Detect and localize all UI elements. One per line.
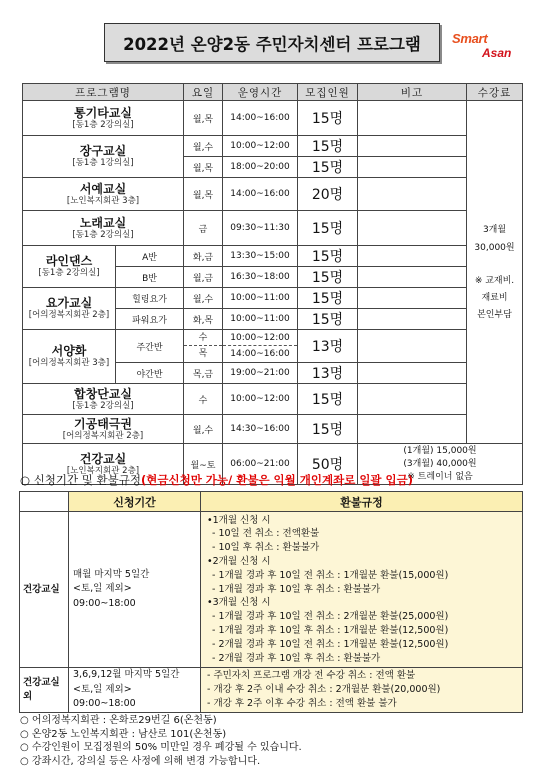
time-cell: 10:00~11:00 xyxy=(223,309,298,330)
table-row xyxy=(20,668,523,713)
program-name: 라인댄스 xyxy=(45,254,93,268)
header-days: 요일 xyxy=(184,84,223,101)
period-cell xyxy=(69,512,201,668)
footnote: ○ 수강인원이 모집정원의 50% 미만일 경우 폐강될 수 있습니다. xyxy=(20,742,302,753)
days-cell: 월,금 xyxy=(184,267,223,288)
capacity-cell: 15명 xyxy=(298,288,358,309)
program-location: [노인복지회관 2층] xyxy=(66,465,140,476)
program-table xyxy=(22,83,523,485)
program-name-cell xyxy=(23,178,184,211)
capacity-cell: 20명 xyxy=(298,178,358,211)
refund-table-header-row xyxy=(20,492,523,512)
capacity-cell: 15명 xyxy=(298,136,358,157)
class-cell: 야간반 xyxy=(116,363,184,384)
logo-word-smart: Smart xyxy=(452,31,488,46)
note-cell xyxy=(358,267,467,288)
refund-heading-text: 신청기간 및 환불규정 xyxy=(33,473,141,487)
capacity-cell: 50명 xyxy=(298,444,358,485)
header-note: 비고 xyxy=(358,84,467,101)
header-capacity: 모집인원 xyxy=(298,84,358,101)
table-row xyxy=(23,288,523,309)
program-name: 노래교실 xyxy=(79,215,127,230)
program-location: [어의정복지회관 3층] xyxy=(28,358,110,368)
days-slot: 목 xyxy=(198,349,208,359)
row-label: 외 xyxy=(23,690,33,702)
fee-spacer xyxy=(467,257,522,273)
program-name-cell xyxy=(23,288,116,330)
fee-amount: 30,000원 xyxy=(474,242,515,253)
time-cell: 14:30~16:00 xyxy=(223,415,298,444)
note-cell xyxy=(358,330,467,363)
note-cell xyxy=(358,384,467,415)
note-cell xyxy=(358,211,467,246)
rule-line: - 주민자치 프로그램 개강 전 수강 취소 : 전액 환불 xyxy=(207,670,416,682)
rule-line: - 2개월 경과 후 10일 후 취소 : 환불불가 xyxy=(212,652,381,664)
time-slot: 14:00~16:00 xyxy=(230,349,290,359)
rule-line: •1개월 신청 시 xyxy=(207,514,271,526)
header-program-name: 프로그램명 xyxy=(23,84,184,101)
program-name: 통기타교실 xyxy=(74,105,132,120)
note-cell xyxy=(358,157,467,178)
days-cell: 월,수 xyxy=(184,136,223,157)
rule-line: - 2개월 경과 후 10일 전 취소 : 1개월분 환불(12,500원) xyxy=(212,638,449,650)
program-name-cell xyxy=(23,384,184,415)
rule-line: - 개강 후 2주 이내 수강 취소 : 2개월분 환불(20,000원) xyxy=(207,683,441,695)
rules-cell xyxy=(201,512,523,668)
header-blank-cell xyxy=(20,492,69,512)
circle-bullet-icon: ○ xyxy=(20,473,31,487)
note-cell xyxy=(358,178,467,211)
program-name-cell xyxy=(23,211,184,246)
time-cell: 14:00~16:00 xyxy=(223,178,298,211)
row-label-cell xyxy=(20,512,69,668)
smart-asan-logo xyxy=(450,28,526,62)
row-label: 건강교실 xyxy=(23,676,60,688)
note-cell xyxy=(358,136,467,157)
program-location: [어의정복지회관 2층] xyxy=(62,430,144,441)
logo-word-asan: Asan xyxy=(482,46,512,60)
table-row xyxy=(23,415,523,444)
fee-note-line: 본인부담 xyxy=(477,309,512,320)
period-line: 3,6,9,12월 마지막 5일간 xyxy=(73,669,180,680)
days-cell: 월,수 xyxy=(184,288,223,309)
days-cell: 월,목 xyxy=(184,101,223,136)
note-cell xyxy=(358,415,467,444)
capacity-cell: 15명 xyxy=(298,157,358,178)
rule-line: •3개월 신청 시 xyxy=(207,597,271,609)
program-location: [동1층 1강의실] xyxy=(72,158,134,168)
time-cell: 16:30~18:00 xyxy=(223,267,298,288)
fee-note-line: 재료비 xyxy=(481,292,508,303)
rule-line: - 개강 후 2주 이후 수강 취소 : 전액 환불 불가 xyxy=(207,697,397,709)
footnote: ○ 어의정복지회관 : 온화로29번길 6(온천동) xyxy=(20,715,217,726)
time-cell: 06:00~21:00 xyxy=(223,444,298,485)
period-cell xyxy=(69,668,201,713)
program-name: 요가교실 xyxy=(45,296,93,310)
rule-line: - 1개월 경과 후 10일 전 취소 : 1개월분 환불(15,000원) xyxy=(212,569,449,581)
program-location: [동1층 2강의실] xyxy=(72,229,134,240)
days-slot: 수 xyxy=(184,330,222,346)
table-row xyxy=(23,384,523,415)
program-name: 합창단교실 xyxy=(74,386,132,401)
row-label-cell xyxy=(20,668,69,713)
period-line: 09:00~18:00 xyxy=(73,698,136,709)
fee-note-line: ※ 교재비. xyxy=(474,275,515,286)
row-label: 건강교실 xyxy=(23,583,60,595)
time-cell: 13:30~15:00 xyxy=(223,246,298,267)
rule-line: •2개월 신청 시 xyxy=(207,556,271,567)
rule-line: - 10일 전 취소 : 전액환불 xyxy=(212,528,320,540)
days-cell: 월,목 xyxy=(184,157,223,178)
time-cell: 10:00~11:00 xyxy=(223,288,298,309)
capacity-cell: 15명 xyxy=(298,309,358,330)
days-cell: 금 xyxy=(184,211,223,246)
program-name: 기공태극권 xyxy=(74,416,132,431)
capacity-cell: 15명 xyxy=(298,211,358,246)
refund-heading-note: (현금신청만 가능/ 환불은 익월 개인계좌로 일괄 입금) xyxy=(141,473,414,487)
note-cell xyxy=(358,101,467,136)
time-cell xyxy=(223,330,298,363)
note-cell xyxy=(358,363,467,384)
table-row xyxy=(23,178,523,211)
program-name-cell xyxy=(23,415,184,444)
time-cell: 19:00~21:00 xyxy=(223,363,298,384)
program-location: [동1층 2강의실] xyxy=(72,400,134,411)
footnote: ○ 강좌시간, 강의실 등은 사정에 의해 변경 가능합니다. xyxy=(20,755,261,767)
time-slot: 10:00~12:00 xyxy=(223,330,297,346)
table-row xyxy=(23,246,523,267)
class-cell: A반 xyxy=(116,246,184,267)
period-line: 매월 마지막 5일간 xyxy=(73,568,150,580)
fee-line: (1개월) 15,000원 xyxy=(403,445,477,456)
rule-line: - 1개월 경과 후 10일 후 취소 : 환불불가 xyxy=(212,583,381,595)
days-cell: 월,목 xyxy=(184,178,223,211)
class-cell: 파워요가 xyxy=(116,309,184,330)
program-name: 서예교실 xyxy=(79,181,127,196)
footnote: ○ 온양2동 노인복지회관 : 남산로 101(온천동) xyxy=(20,728,227,740)
program-location: [동1층 2강의실] xyxy=(72,119,134,130)
fee-cell xyxy=(467,101,523,444)
days-cell: 수 xyxy=(184,384,223,415)
capacity-cell: 13명 xyxy=(298,363,358,384)
class-cell: 힐링요가 xyxy=(116,288,184,309)
days-cell xyxy=(184,330,223,363)
days-cell: 목,금 xyxy=(184,363,223,384)
program-name: 서양화 xyxy=(51,344,87,358)
program-location: [노인복지회관 3층] xyxy=(66,195,140,206)
capacity-cell: 15명 xyxy=(298,267,358,288)
period-line: 09:00~18:00 xyxy=(73,597,136,609)
page-title: 2022년 온양2동 주민자치센터 프로그램 xyxy=(104,23,440,62)
rule-line: - 10일 후 취소 : 환불불가 xyxy=(212,542,320,554)
refund-section-heading xyxy=(20,472,413,488)
header-rules: 환불규정 xyxy=(201,492,523,512)
header-fee: 수강료 xyxy=(467,84,523,101)
table-row xyxy=(20,512,523,668)
capacity-cell: 15명 xyxy=(298,384,358,415)
class-cell: B반 xyxy=(116,267,184,288)
time-cell: 14:00~16:00 xyxy=(223,101,298,136)
header-period: 신청기간 xyxy=(69,492,201,512)
note-cell xyxy=(358,246,467,267)
time-cell: 10:00~12:00 xyxy=(223,384,298,415)
program-location: [어의정복지회관 2층] xyxy=(28,310,110,320)
table-header-row xyxy=(23,84,523,101)
days-cell: 화,금 xyxy=(184,246,223,267)
program-name-cell xyxy=(23,101,184,136)
fee-line: (3개월) 40,000원 xyxy=(403,458,477,469)
days-cell: 월~토 xyxy=(184,444,223,485)
rule-line: - 1개월 경과 후 10일 후 취소 : 1개월분 환불(12,500원) xyxy=(212,624,449,636)
capacity-cell: 15명 xyxy=(298,101,358,136)
program-location: [동1층 2강의실] xyxy=(38,268,100,278)
program-name: 장구교실 xyxy=(79,144,127,158)
class-cell: 주간반 xyxy=(116,330,184,363)
capacity-cell: 13명 xyxy=(298,330,358,363)
period-line: <토,일 제외> xyxy=(73,583,132,595)
table-row xyxy=(23,101,523,136)
refund-table xyxy=(19,491,523,713)
program-name-cell xyxy=(23,246,116,288)
time-cell: 18:00~20:00 xyxy=(223,157,298,178)
time-cell: 09:30~11:30 xyxy=(223,211,298,246)
fee-period: 3개월 xyxy=(482,224,507,235)
header-time: 운영시간 xyxy=(223,84,298,101)
rules-cell xyxy=(201,668,523,713)
table-row xyxy=(23,330,523,363)
program-name-cell xyxy=(23,136,184,178)
time-cell: 10:00~12:00 xyxy=(223,136,298,157)
note-cell xyxy=(358,309,467,330)
program-name-cell xyxy=(23,330,116,384)
days-cell: 월,수 xyxy=(184,415,223,444)
table-row xyxy=(23,211,523,246)
table-row xyxy=(23,136,523,157)
capacity-cell: 15명 xyxy=(298,415,358,444)
fee-line: ※ 트레이너 없음 xyxy=(407,471,473,482)
days-cell: 화,목 xyxy=(184,309,223,330)
period-line: <토,일 제외> xyxy=(73,683,132,695)
note-cell xyxy=(358,288,467,309)
rule-line: - 1개월 경과 후 10일 전 취소 : 2개월분 환불(25,000원) xyxy=(212,611,449,623)
capacity-cell: 15명 xyxy=(298,246,358,267)
footnotes xyxy=(20,714,302,768)
program-name: 건강교실 xyxy=(79,451,127,466)
